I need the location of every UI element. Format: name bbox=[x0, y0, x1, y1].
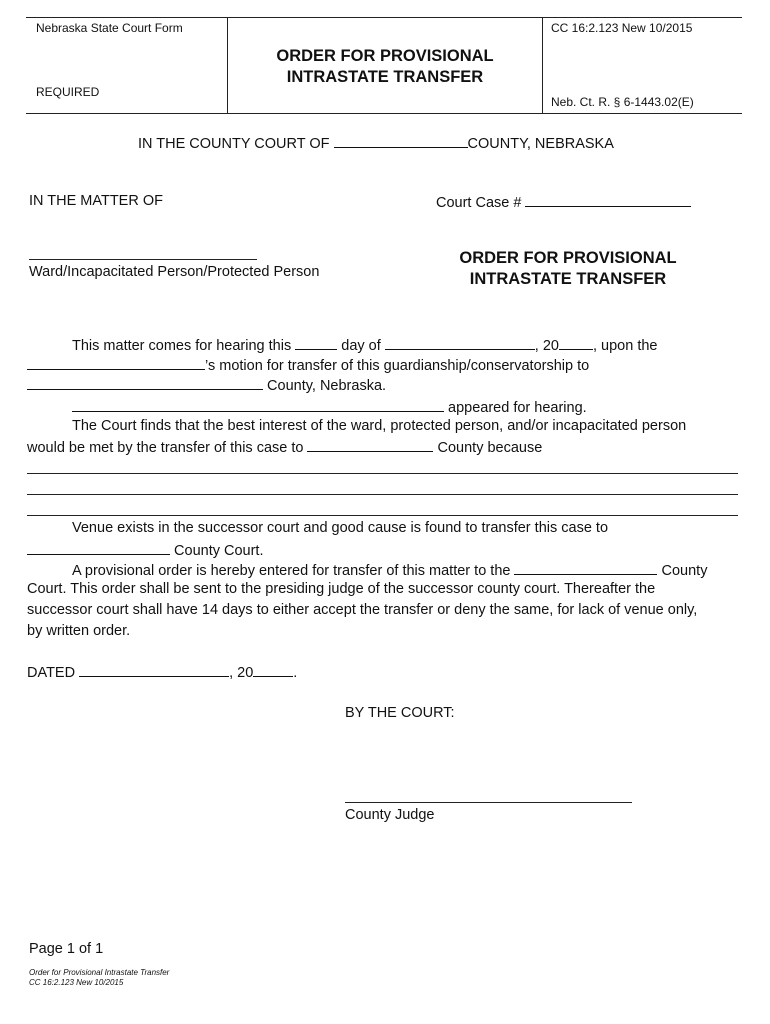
header-title-line1: ORDER FOR PROVISIONAL bbox=[276, 47, 494, 65]
ward-name-blank[interactable] bbox=[29, 259, 257, 260]
footer-form-title: Order for Provisional Intrastate Transfer bbox=[29, 968, 170, 977]
venue-line: Venue exists in the successor court and good cause is found to transfer this case to bbox=[72, 520, 609, 536]
hearing-day-blank[interactable] bbox=[295, 336, 337, 350]
judge-signature-line[interactable] bbox=[345, 802, 632, 803]
reason-line-2[interactable] bbox=[27, 494, 738, 495]
transfer-county-line bbox=[27, 376, 386, 394]
county-word: County bbox=[661, 563, 708, 579]
dated-line bbox=[27, 663, 297, 681]
finding-county-blank[interactable] bbox=[307, 438, 433, 452]
venue-county-line bbox=[27, 541, 264, 559]
county-court-text: County Court. bbox=[174, 543, 264, 559]
finding-line-1: The Court finds that the best interest of the ward, protected person, and/or incapacitated person bbox=[72, 418, 687, 434]
provisional-line-1 bbox=[72, 561, 707, 579]
reason-line-1[interactable] bbox=[27, 473, 738, 474]
court-case-blank[interactable] bbox=[525, 193, 691, 207]
movant-blank[interactable] bbox=[27, 356, 205, 370]
required-label: REQUIRED bbox=[36, 85, 100, 99]
finding-text: would be met by the transfer of this case to bbox=[27, 440, 304, 456]
provisional-line-3: successor court shall have 14 days to either accept the transfer or deny the same, for lack of venue only, bbox=[27, 602, 698, 618]
county-because-text: County because bbox=[437, 440, 543, 456]
order-title bbox=[420, 248, 716, 290]
day-of-text: day of bbox=[341, 338, 381, 354]
transfer-county-blank[interactable] bbox=[27, 376, 263, 390]
appearance-blank[interactable] bbox=[72, 398, 444, 412]
dated-period: . bbox=[293, 665, 298, 681]
motion-text: ’s motion for transfer of this guardianship/conservatorship to bbox=[205, 358, 590, 374]
judge-label: County Judge bbox=[345, 807, 435, 823]
footer-form-number: CC 16:2.123 New 10/2015 bbox=[29, 978, 124, 987]
header-top-rule bbox=[26, 17, 742, 18]
provisional-line-4: by written order. bbox=[27, 623, 131, 639]
rule-reference: Neb. Ct. R. § 6-1443.02(E) bbox=[551, 95, 694, 109]
hearing-line bbox=[72, 336, 657, 354]
appeared-text: appeared for hearing. bbox=[448, 400, 587, 416]
provisional-line-2: Court. This order shall be sent to the presiding judge of the successor county court. Thereafter the bbox=[27, 581, 656, 597]
by-the-court: BY THE COURT: bbox=[345, 705, 455, 721]
court-case-label: Court Case # bbox=[436, 195, 522, 211]
page-number: Page 1 of 1 bbox=[29, 941, 104, 957]
ward-label: Ward/Incapacitated Person/Protected Person bbox=[29, 264, 320, 280]
header-title bbox=[228, 46, 542, 88]
form-label: Nebraska State Court Form bbox=[36, 21, 183, 35]
finding-line-2 bbox=[27, 438, 542, 456]
upon-the-text: , upon the bbox=[592, 338, 658, 354]
order-title-line1: ORDER FOR PROVISIONAL bbox=[459, 249, 677, 267]
hearing-year-blank[interactable] bbox=[559, 336, 593, 350]
header-bottom-rule bbox=[26, 113, 742, 114]
hearing-month-blank[interactable] bbox=[385, 336, 535, 350]
county-nebraska-text: County, Nebraska. bbox=[267, 378, 387, 394]
motion-line bbox=[27, 356, 589, 374]
dated-year-prefix: , 20 bbox=[229, 665, 254, 681]
dated-blank[interactable] bbox=[79, 663, 229, 677]
county-name-blank[interactable] bbox=[334, 134, 468, 148]
court-line bbox=[138, 134, 614, 152]
form-number: CC 16:2.123 New 10/2015 bbox=[551, 21, 693, 35]
dated-year-blank[interactable] bbox=[253, 663, 293, 677]
matter-of-label: IN THE MATTER OF bbox=[29, 193, 163, 209]
venue-county-blank[interactable] bbox=[27, 541, 170, 555]
order-title-line2: INTRASTATE TRANSFER bbox=[469, 270, 667, 288]
court-suffix: COUNTY, NEBRASKA bbox=[467, 136, 614, 152]
provisional-text: A provisional order is hereby entered for transfer of this matter to the bbox=[72, 563, 511, 579]
court-case-line bbox=[436, 193, 691, 211]
hearing-text: This matter comes for hearing this bbox=[72, 338, 292, 354]
year-prefix-text: , 20 bbox=[534, 338, 559, 354]
successor-county-blank[interactable] bbox=[514, 561, 657, 575]
header-title-line2: INTRASTATE TRANSFER bbox=[286, 68, 484, 86]
appearance-line bbox=[72, 398, 587, 416]
dated-label: DATED bbox=[27, 665, 76, 681]
header-divider-right bbox=[542, 17, 543, 114]
court-prefix: IN THE COUNTY COURT OF bbox=[138, 136, 330, 152]
reason-line-3[interactable] bbox=[27, 515, 738, 516]
